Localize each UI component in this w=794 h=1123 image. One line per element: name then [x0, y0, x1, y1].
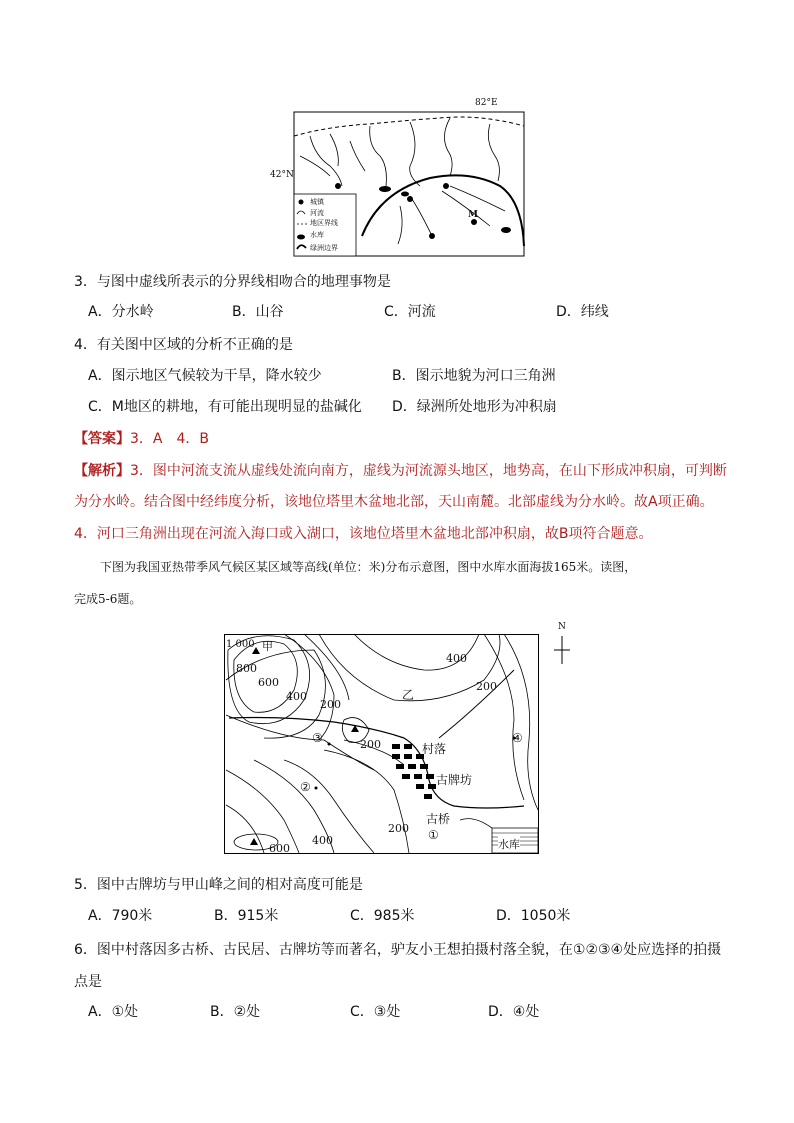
q3-option-b[interactable]: B．山谷	[232, 304, 284, 320]
spot-2: ②	[300, 780, 311, 794]
contour-400-bottom: 400	[312, 834, 333, 847]
analysis-line3: 4．河口三角洲出现在河流入海口或入湖口，该地位塔里木盆地北部冲积扇，故B项符合题意。	[74, 526, 653, 542]
contour-600-top: 600	[258, 676, 279, 689]
legend-oasis: 绿洲边界	[310, 244, 338, 252]
q5-option-a[interactable]: A．790米	[88, 908, 153, 924]
q5-option-c[interactable]: C．985米	[350, 908, 415, 924]
q6-option-c[interactable]: C．③处	[350, 1004, 401, 1020]
q6-option-d[interactable]: D．④处	[488, 1004, 540, 1020]
analysis-row-1	[74, 461, 727, 481]
legend-reservoir: 水库	[310, 231, 324, 239]
contour-400-left: 400	[286, 690, 307, 703]
q3-option-c[interactable]: C．河流	[384, 304, 436, 320]
q6-option-a[interactable]: A．①处	[88, 1004, 139, 1020]
intro2-line2: 完成5-6题。	[74, 592, 142, 606]
analysis-line2: 为分水岭。结合图中经纬度分析，该地位塔里木盆地北部，天山南麓。北部虚线为分水岭。故A项正确。	[74, 494, 714, 510]
q3-stem: 3．与图中虚线所表示的分界线相吻合的地理事物是	[74, 274, 391, 290]
yi-label: 乙	[402, 688, 415, 702]
lon-label: 82°E	[475, 98, 498, 108]
q4-option-c[interactable]: C．M地区的耕地，有可能出现明显的盐碱化	[88, 399, 362, 415]
legend-river: 河流	[310, 209, 324, 217]
archway-label: 古牌坊	[436, 773, 473, 787]
contour-200-top: 200	[476, 680, 497, 693]
contour-400-top: 400	[446, 652, 467, 665]
analysis-line1: 3．图中河流支流从虚线处流向南方，虚线为河流源头地区，地势高，在山下形成冲积扇，可判断	[130, 463, 727, 479]
village-label: 村落	[422, 742, 447, 756]
q6-option-b[interactable]: B．②处	[210, 1004, 261, 1020]
reservoir-label: 水库	[498, 838, 520, 851]
point-m-label: M	[468, 210, 478, 220]
q5-stem: 5．图中古牌坊与甲山峰之间的相对高度可能是	[74, 877, 363, 893]
lat-label: 42°N	[270, 170, 294, 180]
q4-option-a[interactable]: A．图示地区气候较为干旱，降水较少	[88, 368, 322, 384]
legend-boundary: 地区界线	[310, 219, 338, 227]
spot-4: ④	[512, 731, 523, 745]
spot-3: ③	[312, 731, 323, 745]
map1-figure	[270, 96, 530, 261]
contour-800: 800	[236, 662, 257, 675]
contour-200-left: 200	[320, 698, 341, 711]
q4-option-b[interactable]: B．图示地貌为河口三角洲	[392, 368, 556, 384]
q5-option-b[interactable]: B．915米	[214, 908, 279, 924]
answer-tag: 【答案】	[74, 431, 130, 447]
intro2-line1: 下图为我国亚热带季风气候区某区域等高线(单位：米)分布示意图，图中水库水面海拔165米。读图，	[100, 560, 637, 574]
answer-row-1	[74, 429, 209, 449]
answer-text: 3．A 4．B	[130, 431, 209, 447]
bridge-label: 古桥	[426, 812, 451, 826]
q4-option-d[interactable]: D．绿洲所处地形为冲积扇	[392, 399, 557, 415]
q3-option-a[interactable]: A．分水岭	[88, 304, 154, 320]
q6-stem: 6．图中村落因多古桥、古民居、古牌坊等而著名，驴友小王想拍摄村落全貌，在①②③④处应选择的拍摄	[74, 942, 722, 958]
map2-figure	[224, 620, 584, 860]
q4-stem: 4．有关图中区域的分析不正确的是	[74, 337, 293, 353]
q3-option-d[interactable]: D．纬线	[556, 304, 609, 320]
contour-600-bottom: 600	[269, 842, 290, 855]
peak-elev-label: 1 000	[226, 639, 255, 650]
legend-city: 城镇	[310, 198, 324, 206]
peak-jia-label: 甲	[262, 640, 273, 653]
analysis-tag: 【解析】	[74, 463, 130, 479]
north-label: N	[558, 622, 566, 632]
q6-stem-cont: 点是	[74, 974, 102, 990]
contour-200-bottom: 200	[388, 822, 409, 835]
contour-200-mid: 200	[360, 738, 381, 751]
spot-1: ①	[428, 828, 439, 842]
q5-option-d[interactable]: D．1050米	[496, 908, 571, 924]
map1-svg	[270, 96, 530, 261]
